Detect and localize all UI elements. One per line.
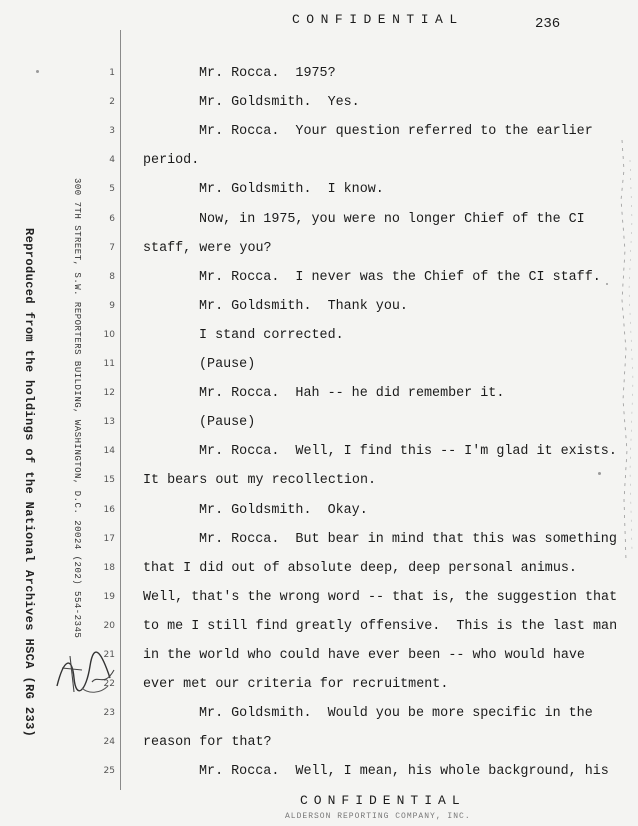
- footer-classification: CONFIDENTIAL: [300, 793, 466, 808]
- transcript-line: (Pause): [199, 357, 256, 372]
- archives-note: Reproduced from the holdings of the National Archives HSCA (RG 233): [22, 228, 36, 738]
- handwritten-initials-stamp: [52, 648, 122, 698]
- transcript-line: Now, in 1975, you were no longer Chief of the CI: [199, 211, 585, 227]
- transcript-line: staff, were you?: [143, 240, 272, 256]
- line-number: 17: [103, 533, 115, 544]
- line-number: 12: [103, 388, 115, 399]
- transcript-line: in the world who could have ever been -- who would have: [143, 648, 585, 663]
- transcript-line: that I did out of absolute deep, deep personal animus.: [143, 560, 577, 576]
- transcript-line: to me I still find greatly offensive. This is the last man: [143, 618, 618, 634]
- transcript-line: Mr. Goldsmith. Would you be more specific in the: [199, 706, 593, 722]
- line-number: 6: [109, 213, 115, 224]
- scan-edge-noise: [618, 140, 638, 560]
- transcript-line: reason for that?: [143, 735, 272, 751]
- line-number: 7: [109, 242, 115, 253]
- transcript-line: Well, that's the wrong word -- that is, the suggestion that: [143, 589, 618, 605]
- line-number: 19: [103, 591, 115, 602]
- scan-speck: [36, 70, 39, 73]
- transcript-line: Mr. Rocca. 1975?: [199, 66, 336, 81]
- line-number: 25: [103, 766, 115, 777]
- line-number: 10: [103, 329, 115, 340]
- footer-imprint: ALDERSON REPORTING COMPANY, INC.: [285, 812, 471, 821]
- transcript-line: Mr. Rocca. Well, I find this -- I'm glad it exists.: [199, 444, 617, 460]
- line-number: 20: [103, 620, 115, 631]
- header-classification: CONFIDENTIAL: [292, 12, 464, 27]
- line-number: 11: [103, 359, 115, 369]
- transcript-line: Mr. Rocca. I never was the Chief of the CI staff.: [199, 269, 601, 285]
- line-number: 8: [109, 271, 115, 282]
- line-number: 24: [103, 737, 115, 748]
- transcript-line: Mr. Rocca. Well, I mean, his whole background, his: [199, 764, 609, 780]
- transcript-line: period.: [143, 153, 200, 169]
- scan-speck: [606, 283, 608, 285]
- transcript-line: Mr. Goldsmith. I know.: [199, 182, 384, 198]
- line-number: 23: [103, 708, 115, 719]
- line-number: 16: [103, 504, 115, 515]
- line-number: 9: [109, 300, 115, 311]
- transcript-line: Mr. Rocca. Your question referred to the earlier: [199, 124, 593, 140]
- line-number: 14: [103, 446, 115, 457]
- page-number: 236: [535, 16, 561, 32]
- transcript-line: (Pause): [199, 415, 256, 431]
- line-number: 22: [103, 679, 115, 690]
- line-number: 4: [109, 155, 115, 166]
- line-number: 3: [109, 126, 115, 137]
- line-number: 5: [109, 184, 115, 195]
- transcript-line: I stand corrected.: [199, 327, 344, 343]
- transcript-line: Mr. Goldsmith. Thank you.: [199, 298, 408, 314]
- line-number: 13: [103, 417, 115, 428]
- line-number: 21: [103, 650, 115, 660]
- transcript-line: ever met our criteria for recruitment.: [143, 677, 449, 693]
- scan-speck: [598, 472, 601, 475]
- transcript-line: Mr. Goldsmith. Okay.: [199, 502, 368, 518]
- transcript-line: It bears out my recollection.: [143, 473, 377, 489]
- transcript-line: Mr. Goldsmith. Yes.: [199, 95, 360, 111]
- line-number: 1: [109, 68, 115, 78]
- line-number: 18: [103, 562, 115, 573]
- line-number: 2: [109, 97, 115, 108]
- line-number: 15: [103, 475, 115, 486]
- transcript-line: Mr. Rocca. Hah -- he did remember it.: [199, 386, 505, 402]
- reporter-address: 300 7TH STREET, S.W. REPORTERS BUILDING, WASHINGTON, D.C. 20024 (202) 554-2345: [72, 178, 82, 639]
- transcript-line: Mr. Rocca. But bear in mind that this was something: [199, 531, 617, 547]
